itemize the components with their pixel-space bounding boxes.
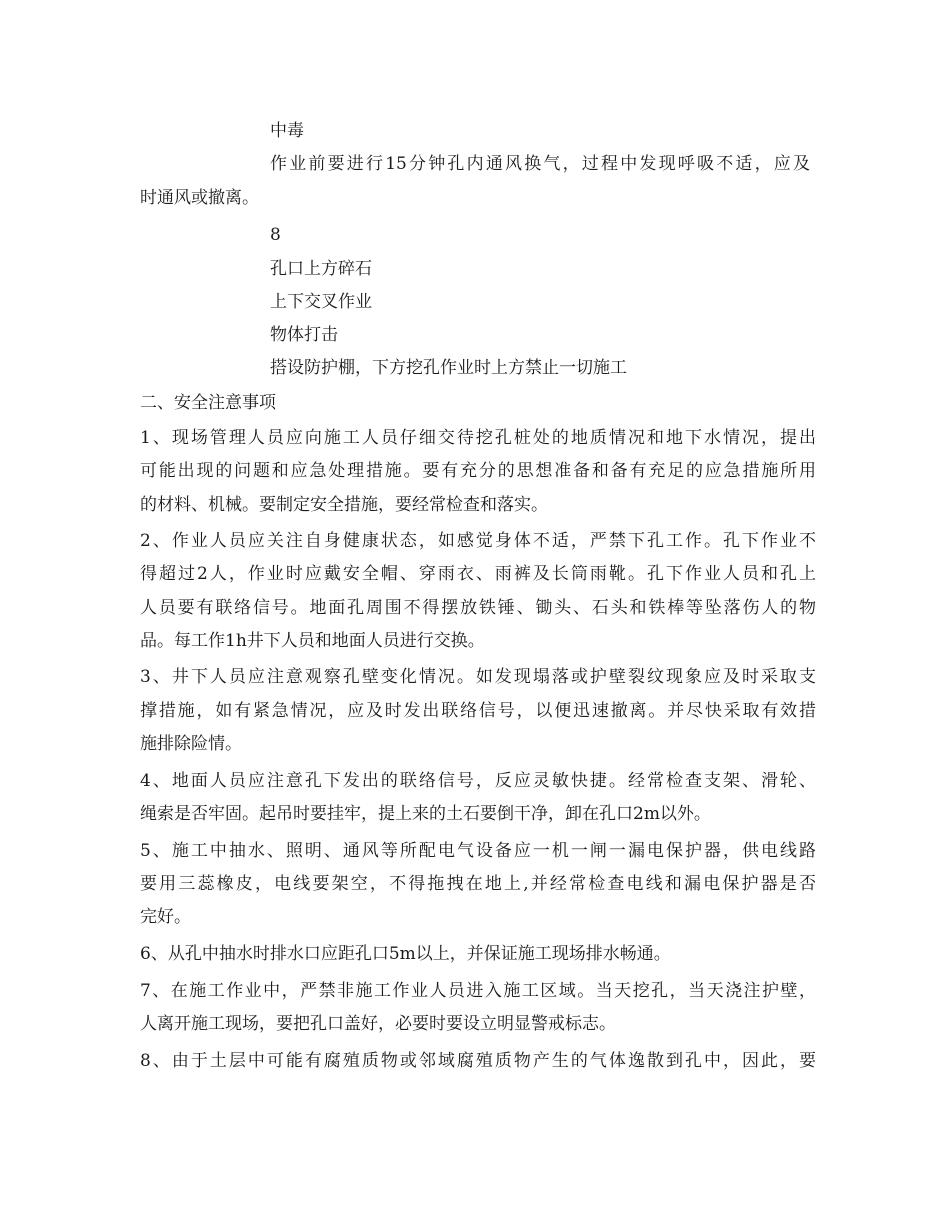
- paragraph-line: [140, 803, 711, 825]
- paragraph-line: [140, 840, 816, 862]
- paragraph-line-text: 施排除险情。: [140, 734, 242, 754]
- paragraph-line-text: 8、由于土层中可能有腐殖质物或邻域腐殖质物产生的气体逸散到孔中，因此，要: [140, 1051, 816, 1071]
- paragraph-line-text: 的材料、机械。要制定安全措施，要经常检查和落实。: [140, 495, 548, 515]
- table-cell-activity: 上下交叉作业: [270, 292, 372, 312]
- paragraph-line: [140, 733, 242, 755]
- paragraph-line-text: 6、从孔中抽水时排水口应距孔口5m以上，并保证施工现场排水畅通。: [140, 944, 671, 964]
- table-cell-measure: [270, 153, 810, 175]
- section-heading: 二、安全注意事项: [140, 393, 276, 413]
- paragraph-line: [140, 873, 816, 895]
- paragraph-line: [140, 980, 816, 1002]
- paragraph-line: [140, 770, 816, 792]
- table-cell-measure: 搭设防护棚，下方挖孔作业时上方禁止一切施工: [270, 358, 627, 378]
- paragraph-line-text: 人离开施工现场，要把孔口盖好，必要时要设立明显警戒标志。: [140, 1014, 616, 1034]
- table-cell-index: 8: [270, 225, 281, 245]
- table-cell-location: 孔口上方碎石: [270, 259, 372, 279]
- paragraph-line-text: 要用三蕊橡皮，电线要架空，不得拖拽在地上,并经常检查电线和漏电保护器是否: [140, 874, 816, 894]
- paragraph-line: [140, 563, 816, 585]
- paragraph-line: [140, 1050, 816, 1072]
- paragraph-line-text: 3、井下人员应注意观察孔壁变化情况。如发现塌落或护壁裂纹现象应及时采取支: [140, 667, 816, 687]
- paragraph-line: [140, 530, 816, 552]
- table-cell-hazard: 物体打击: [270, 325, 338, 345]
- paragraph-line-text: 2、作业人员应关注自身健康状态，如感觉身体不适，严禁下孔工作。孔下作业不: [140, 531, 816, 551]
- paragraph-line-text: 7、在施工作业中，严禁非施工作业人员进入施工区域。当天挖孔，当天浇注护壁，: [140, 981, 816, 1001]
- table-cell-hazard: 中毒: [270, 121, 304, 141]
- paragraph-line: [140, 597, 816, 619]
- paragraph-line: [140, 460, 816, 482]
- paragraph-line: [140, 427, 816, 449]
- paragraph-line: [140, 666, 816, 688]
- paragraph-line: [140, 630, 485, 652]
- paragraph-line-text: 人员要有联络信号。地面孔周围不得摆放铁锤、锄头、石头和铁棒等坠落伤人的物: [140, 598, 816, 618]
- paragraph-line-text: 1、现场管理人员应向施工人员仔细交待挖孔桩处的地质情况和地下水情况，提出: [140, 428, 816, 448]
- paragraph-line: [140, 494, 548, 516]
- paragraph-line: [140, 906, 191, 928]
- paragraph-line-text: 5、施工中抽水、照明、通风等所配电气设备应一机一闸一漏电保护器，供电线路: [140, 841, 816, 861]
- table-cell-measure-line: 作业前要进行15分钟孔内通风换气，过程中发现呼吸不适，应及: [270, 154, 810, 174]
- paragraph-line: [140, 700, 816, 722]
- paragraph-line-text: 撑措施，如有紧急情况，应及时发出联络信号，以便迅速撤离。并尽快采取有效措: [140, 701, 816, 721]
- paragraph-line-text: 完好。: [140, 907, 191, 927]
- paragraph-line-text: 得超过2人，作业时应戴安全帽、穿雨衣、雨裤及长筒雨靴。孔下作业人员和孔上: [140, 564, 816, 584]
- paragraph-line: [140, 943, 671, 965]
- paragraph-line-text: 4、地面人员应注意孔下发出的联络信号，反应灵敏快捷。经常检查支架、滑轮、: [140, 771, 816, 791]
- paragraph-line-text: 绳索是否牢固。起吊时要挂牢，提上来的土石要倒干净，卸在孔口2m以外。: [140, 804, 711, 824]
- paragraph-line-text: 可能出现的问题和应急处理措施。要有充分的思想准备和备有充足的应急措施所用: [140, 461, 816, 481]
- paragraph-line-text: 品。每工作1h井下人员和地面人员进行交换。: [140, 631, 485, 651]
- paragraph-line: [140, 1013, 616, 1035]
- table-cell-measure-continued: 时通风或撤离。: [140, 188, 259, 208]
